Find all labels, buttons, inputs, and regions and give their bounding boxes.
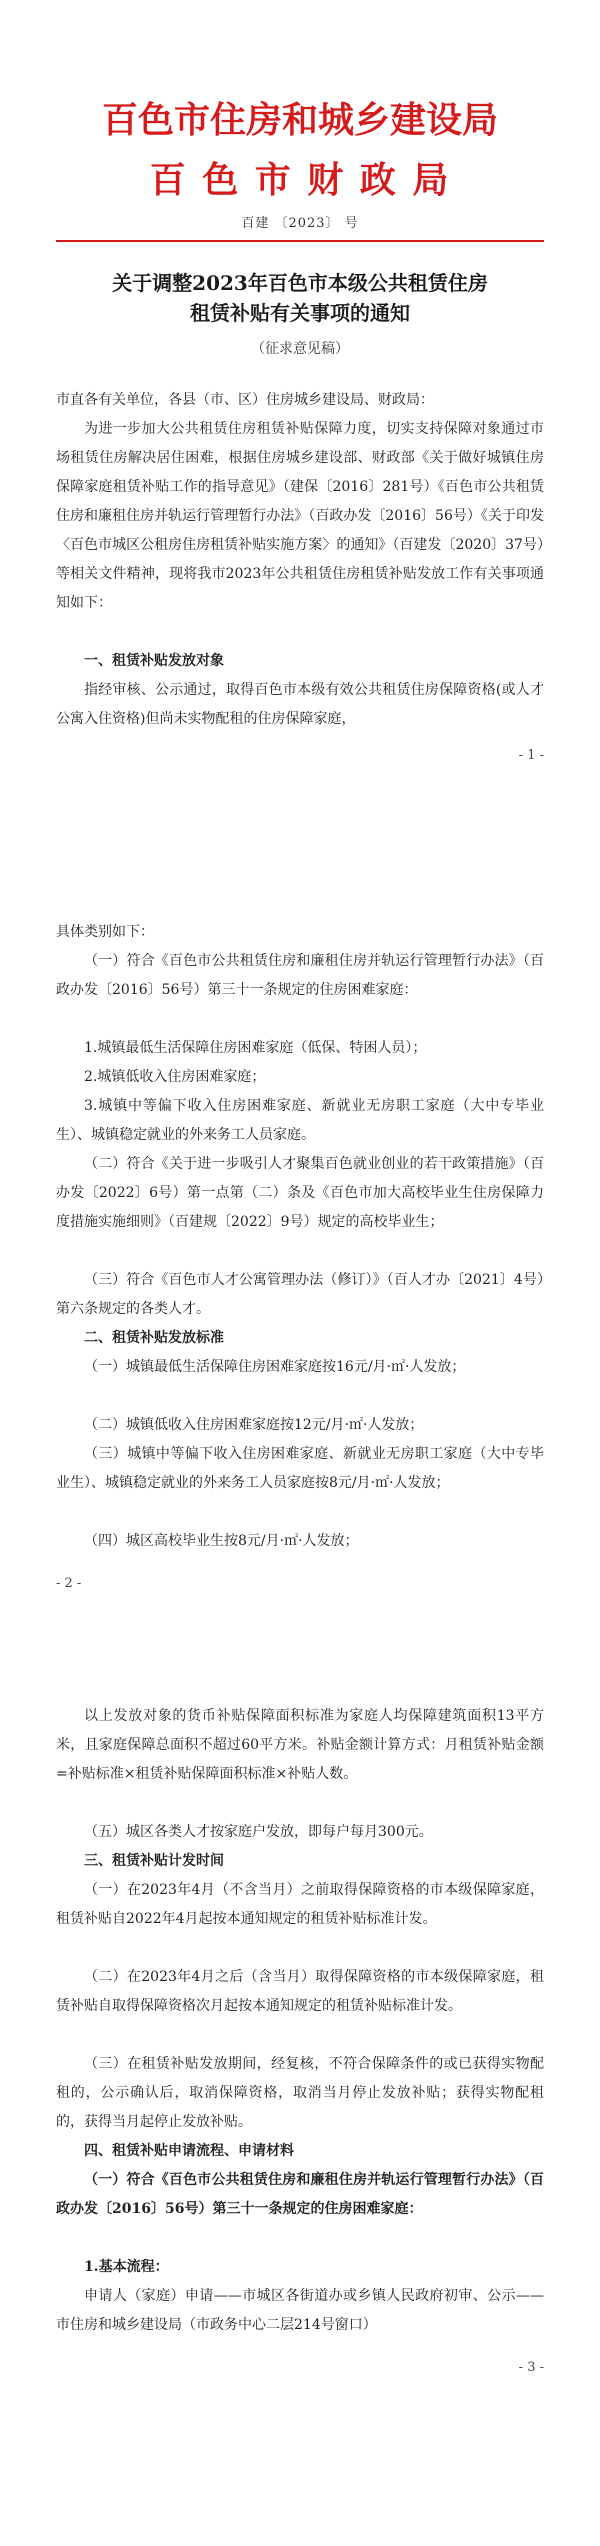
document-number: 百建 〔2023〕 号 [241,216,359,231]
category-1-item-2: 2.城镇低收入住房困难家庭； [84,1069,266,1085]
doc-subtitle: （征求意见稿） [251,341,349,357]
section-heading-3: 三、租赁补贴计发时间 [84,1853,224,1869]
salutation: 市直各有关单位，各县（市、区）住房城乡建设局、财政局： [56,392,434,408]
procedure-basic-flow-label: 1.基本流程： [84,2259,169,2275]
procedure-basic-flow: 申请人（家庭）申请——市城区各街道办或乡镇人民政府初审、公示——市住房和城乡建设局（市政务中心二层214号窗口） [56,2288,544,2333]
page-number-3: - 3 - [518,2360,544,2375]
category-2: （二）符合《关于进一步吸引人才聚集百色就业创业的若干政策措施》（百办发〔2022〕6号）第一点第（二）条及《百色市加大高校毕业生住房保障力度措施实施细则》（百建规〔2022〕9号）规定的高校毕业生； [56,1156,544,1230]
category-1-item-1: 1.城镇最低生活保障住房困难家庭（低保、特困人员）； [84,1040,427,1056]
intro-paragraph: 为进一步加大公共租赁住房租赁补贴保障力度，切实支持保障对象通过市场租赁住房解决居住困难，根据住房城乡建设部、财政部《关于做好城镇住房保障家庭租赁补贴工作的指导意见》（建保〔2016〕281号）《百色市公共租赁住房和廉租住房并轨运行管理暂行办法》（百政办发〔2016〕56号）《关于印发〈百色市城区公租房住房租赁补贴实施方案〉的通知》（百建发〔2020〕37号）等相关文件精神，现将我市2023年公共租赁住房租赁补贴发放工作有关事项通知如下： [56,421,544,611]
section-heading-4: 四、租赁补贴申请流程、申请材料 [84,2143,294,2159]
doc-title-line2: 租赁补贴有关事项的通知 [190,301,410,325]
timing-2: （二）在2023年4月之后（含当月）取得保障资格的市本级保障家庭，租赁补贴自取得保障资格次月起按本通知规定的租赁补贴标准计发。 [56,1969,544,2014]
page-number-1: - 1 - [518,748,544,763]
section-heading-1: 一、租赁补贴发放对象 [84,653,224,669]
doc-title-line1: 关于调整2023年百色市本级公共租赁住房 [112,271,488,295]
standard-2: （二）城镇低收入住房困难家庭按12元/月·㎡·人发放； [84,1417,424,1433]
category-3: （三）符合《百色市人才公寓管理办法（修订）》（百人才办〔2021〕4号）第六条规定的各类人才。 [56,1272,544,1317]
section1-continued: 具体类别如下： [56,924,154,940]
issuing-org-housing: 百色市住房和城乡建设局 [101,99,498,141]
timing-3: （三）在租赁补贴发放期间，经复核，不符合保障条件的或已获得实物配租的，公示确认后，取消保障资格，取消当月停止发放补贴；获得实物配租的，获得当月起停止发放补贴。 [56,2056,544,2130]
category-1: （一）符合《百色市公共租赁住房和廉租住房并轨运行管理暂行办法》（百政办发〔2016〕56号）第三十一条规定的住房困难家庭： [56,953,544,998]
standard-3: （三）城镇中等偏下收入住房困难家庭、新就业无房职工家庭（大中专毕业生）、城镇稳定就业的外来务工人员家庭按8元/月·㎡·人发放； [56,1446,544,1491]
category-1-item-3: 3.城镇中等偏下收入住房困难家庭、新就业无房职工家庭（大中专毕业生）、城镇稳定就业的外来务工人员家庭。 [56,1098,544,1143]
page-number-2: - 2 - [56,1576,82,1591]
red-divider [56,240,544,242]
procedure-category-1: （一）符合《百色市公共租赁住房和廉租住房并轨运行管理暂行办法》（百政办发〔2016〕56号）第三十一条规定的住房困难家庭： [56,2172,544,2217]
standard-4: （四）城区高校毕业生按8元/月·㎡·人发放； [84,1533,359,1549]
timing-1: （一）在2023年4月（不含当月）之前取得保障资格的市本级保障家庭，租赁补贴自2022年4月起按本通知规定的租赁补贴标准计发。 [56,1882,544,1927]
section-heading-2: 二、租赁补贴发放标准 [84,1330,224,1346]
standard-1: （一）城镇最低生活保障住房困难家庭按16元/月·㎡·人发放； [84,1359,466,1375]
issuing-org-finance: 百 色 市 财 政 局 [149,159,451,201]
standard-area-paragraph: 以上发放对象的货币补贴保障面积标准为家庭人均保障建筑面积13平方米，且家庭保障总面积不超过60平方米。补贴金额计算方式：月租赁补贴金额=补贴标准×租赁补贴保障面积标准×补贴人数。 [56,1708,544,1782]
section1-paragraph: 指经审核、公示通过，取得百色市本级有效公共租赁住房保障资格(或人才公寓入住资格)但尚未实物配租的住房保障家庭， [56,682,544,727]
standard-5: （五）城区各类人才按家庭户发放，即每户每月300元。 [84,1824,433,1840]
